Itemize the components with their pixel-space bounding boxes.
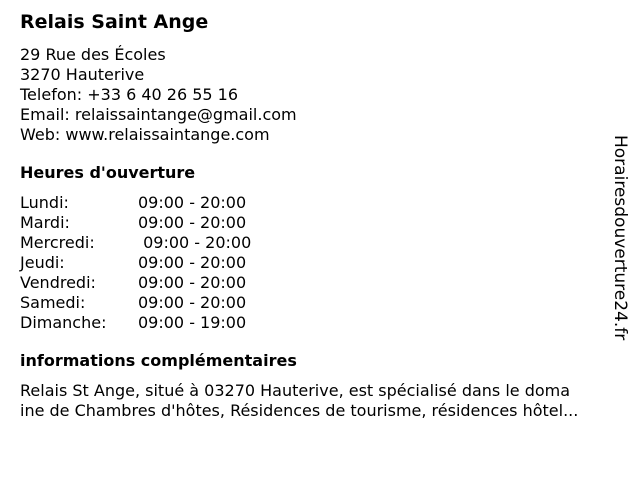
business-name: Relais Saint Ange xyxy=(20,11,209,33)
hours-time: 09:00 - 20:00 xyxy=(138,273,247,292)
hours-time: 09:00 - 20:00 xyxy=(138,193,247,212)
email-line: Email: relaissaintange@gmail.com xyxy=(20,105,297,124)
hours-table xyxy=(20,193,610,333)
address-line-2: 3270 Hauterive xyxy=(20,65,145,84)
hours-day: Mardi: xyxy=(20,213,70,232)
info-text xyxy=(20,381,630,421)
hours-title: Heures d'ouverture xyxy=(20,163,196,182)
business-card xyxy=(20,10,610,421)
hours-time: 09:00 - 20:00 xyxy=(138,233,252,252)
hours-day: Dimanche: xyxy=(20,313,107,332)
hours-time: 09:00 - 19:00 xyxy=(138,313,247,332)
hours-day: Vendredi: xyxy=(20,273,96,292)
address-line-1: 29 Rue des Écoles xyxy=(20,45,166,64)
hours-day: Mercredi: xyxy=(20,233,95,252)
hours-day: Lundi: xyxy=(20,193,69,212)
hours-time: 09:00 - 20:00 xyxy=(138,253,247,272)
hours-time: 09:00 - 20:00 xyxy=(138,293,247,312)
web-line: Web: www.relaissaintange.com xyxy=(20,125,270,144)
info-line-2: ine de Chambres d'hôtes, Résidences de tourisme, résidences hôtel... xyxy=(20,401,579,420)
site-watermark: Horairesdouverture24.fr xyxy=(610,135,630,341)
phone-line: Telefon: +33 6 40 26 55 16 xyxy=(20,85,239,104)
info-line-1: Relais St Ange, situé à 03270 Hauterive, est spécialisé dans le doma xyxy=(20,381,571,400)
hours-day: Jeudi: xyxy=(20,253,65,272)
info-title: informations complémentaires xyxy=(20,351,297,370)
hours-time: 09:00 - 20:00 xyxy=(138,213,247,232)
hours-day: Samedi: xyxy=(20,293,86,312)
